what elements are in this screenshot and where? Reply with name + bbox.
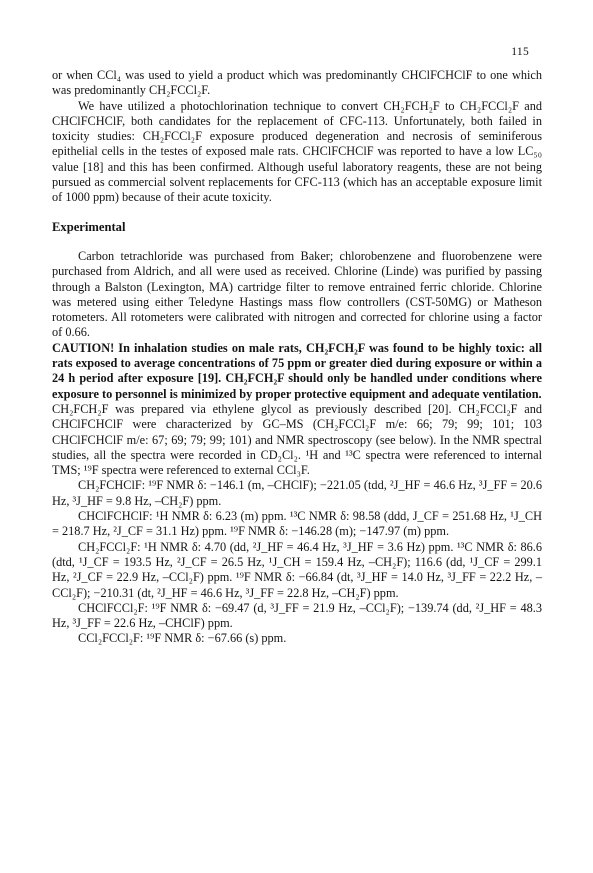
paragraph-characterization: CH₂FCH₂F was prepared via ethylene glycol as previously described [20]. CH₂FCCl₂F and CHClFCHClF were characterized by GC–MS (CH₂FCCl₂F m/e: 66; 79; 99; 101; 103 CHClFCHClF m/e: 67; 69; 79; 99; 101) and NMR spectroscopy (see below). In the NMR spectral studies, all the spectra were recorded in CD₂Cl₂. ¹H and ¹³C spectra were referenced to internal TMS; ¹⁹F spectra were referenced to external CCl₃F.: [52, 401, 542, 478]
paragraph-materials: Carbon tetrachloride was purchased from Baker; chlorobenzene and fluorobenzene were purchased from Aldrich, and all were used as received. Chlorine (Linde) was purified by passing through a Balston (Lexington, MA) cartridge filter to remove entrained ferric chloride. Chlorine was metered using either Teledyne Hastings mass flow controllers (CST-50MG) or Matheson rotometers. All rotometers were calibrated with nitrogen and corrected for chlorine using a factor of 0.66.: [52, 248, 542, 340]
nmr-data-chclfchclf: CHClFCHClF: ¹H NMR δ: 6.23 (m) ppm. ¹³C NMR δ: 98.58 (ddd, J_CF = 251.68 Hz, ¹J_CH = 218.7 Hz, ²J_CF = 31.1 Hz) ppm. ¹⁹F NMR δ: −146.28 (m); −147.97 (m) ppm.: [52, 509, 542, 539]
page-number: 115: [511, 46, 529, 58]
nmr-data-chclfccl2f: CHClFCCl₂F: ¹⁹F NMR δ: −69.47 (d, ³J_FF = 21.9 Hz, –CCl₂F); −139.74 (dd, ²J_HF = 48.3 Hz, ³J_FF = 22.6 Hz, –CHClF) ppm.: [52, 600, 542, 631]
nmr-data-ccl2fccl2f: CCl₂FCCl₂F: ¹⁹F NMR δ: −67.66 (s) ppm.: [78, 631, 287, 646]
nmr-data-ch2fchclf: CH₂FCHClF: ¹⁹F NMR δ: −146.1 (m, –CHClF); −221.05 (tdd, ²J_HF = 46.6 Hz, ³J_FF = 20.6 Hz, ³J_HF = 9.8 Hz, –CH₂F) ppm.: [52, 478, 542, 508]
caution-warning: CAUTION! In inhalation studies on male rats, CH₂FCH₂F was found to be highly toxic: all rats exposed to average concentrations of 75 ppm or greater died during exposure or within a 24 h period after exposure [19]. CH₂FCH₂F should only be handled under conditions where exposure to personnel is minimized by proper protective equipment and adequate ventilation.: [52, 340, 542, 401]
section-spacer: [52, 235, 542, 249]
paragraph-photochlorination: We have utilized a photochlorination technique to convert CH₂FCH₂F to CH₂FCCl₂F and CHClFCHClF, both candidates for the replacement of CFC-113. Unfortunately, both failed in toxicity studies: CH₂FCCl₂F exposure produced degeneration and necrosis of seminiferous epithelial cells in the testes of exposed male rats. CHClFCHClF was reported to have a low LC₅₀ value [18] and this has been confirmed. Although useful laboratory reagents, these are not being pursued as commercial solvent replacements for CFC-113 (which has an acceptable exposure limit of 1000 ppm) because of their acute toxicity.: [52, 98, 542, 205]
section-heading-experimental: Experimental: [52, 219, 126, 234]
body-text: [52, 68, 542, 647]
section-spacer: [52, 206, 542, 220]
nmr-data-ch2fccl2f: CH₂FCCl₂F: ¹H NMR δ: 4.70 (dd, ²J_HF = 46.4 Hz, ³J_HF = 3.6 Hz) ppm. ¹³C NMR δ: 86.6 (dtd, ¹J_CF = 193.5 Hz, ²J_CF = 26.5 Hz, ¹J_CH = 159.4 Hz, –CH₂F); 116.6 (dd, ¹J_CF = 299.1 Hz, ²J_CF = 22.9 Hz, –CCl₂F) ppm. ¹⁹F NMR δ: −66.84 (dt, ³J_HF = 14.0 Hz, ³J_FF = 22.2 Hz, –CCl₂F); −210.31 (dt, ²J_HF = 46.6 Hz, ³J_FF = 22.8 Hz, –CH₂F) ppm.: [52, 539, 542, 600]
paragraph-continuation: or when CCl₄ was used to yield a product which was predominantly CHClFCHClF to one which was predominantly CH₂FCCl₂F.: [52, 68, 542, 98]
